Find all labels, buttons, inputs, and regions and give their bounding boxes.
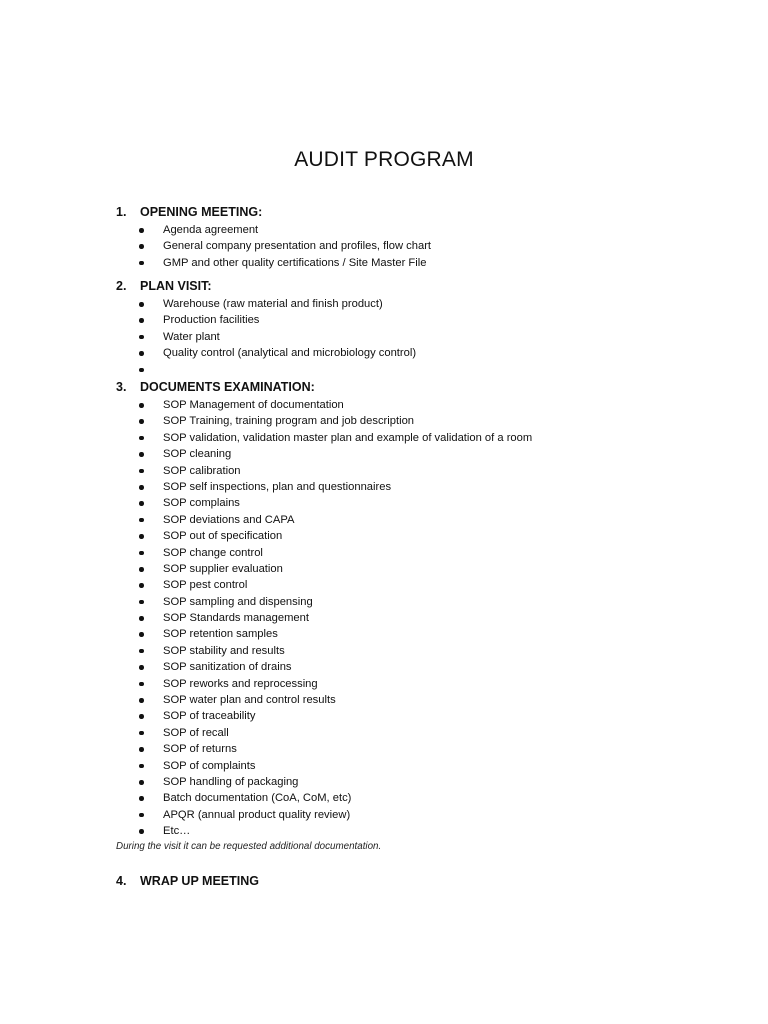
section-number: 3.: [116, 380, 127, 394]
list-item: SOP validation, validation master plan and example of validation of a room: [0, 430, 768, 446]
note-text: During the visit it can be requested additional documentation.: [116, 841, 382, 852]
list-item: Agenda agreement: [0, 222, 768, 238]
list-item: SOP sampling and dispensing: [0, 594, 768, 610]
section-title: DOCUMENTS EXAMINATION:: [140, 380, 315, 394]
section-heading: [0, 380, 768, 397]
list-item: SOP supplier evaluation: [0, 561, 768, 577]
list-item: APQR (annual product quality review): [0, 807, 768, 823]
list-item: SOP Standards management: [0, 610, 768, 626]
page-title: AUDIT PROGRAM: [294, 148, 474, 171]
bullet-list: [0, 397, 768, 840]
bullet-icon: [139, 567, 144, 572]
bullet-icon: [139, 747, 144, 752]
list-item: SOP change control: [0, 545, 768, 561]
bullet-icon: [139, 714, 144, 719]
bullet-icon: [139, 469, 144, 474]
bullet-icon: [139, 682, 144, 687]
list-item: Water plant: [0, 329, 768, 345]
list-item: SOP water plan and control results: [0, 692, 768, 708]
section-title: PLAN VISIT:: [140, 279, 212, 293]
bullet-icon: [139, 813, 144, 818]
list-item: General company presentation and profiles, flow chart: [0, 238, 768, 254]
bullet-icon: [139, 368, 144, 373]
bullet-icon: [139, 632, 144, 637]
section-wrap-up-meeting: [0, 874, 768, 891]
bullet-icon: [139, 318, 144, 323]
section-heading: [0, 205, 768, 222]
bullet-icon: [139, 244, 144, 249]
bullet-icon: [139, 583, 144, 588]
bullet-icon: [139, 764, 144, 769]
bullet-icon: [139, 335, 144, 340]
bullet-icon: [139, 551, 144, 556]
list-item: Batch documentation (CoA, CoM, etc): [0, 790, 768, 806]
list-item: SOP of complaints: [0, 758, 768, 774]
section-title: OPENING MEETING:: [140, 205, 263, 219]
bullet-icon: [139, 228, 144, 233]
bullet-icon: [139, 600, 144, 605]
list-item: [0, 362, 768, 378]
section-number: 1.: [116, 205, 127, 219]
list-item: Quality control (analytical and microbiology control): [0, 345, 768, 361]
list-item: SOP reworks and reprocessing: [0, 676, 768, 692]
list-item: SOP self inspections, plan and questionnaires: [0, 479, 768, 495]
bullet-icon: [139, 452, 144, 457]
list-item: Etc…: [0, 823, 768, 839]
bullet-icon: [139, 649, 144, 654]
bullet-icon: [139, 436, 144, 441]
bullet-icon: [139, 501, 144, 506]
bullet-icon: [139, 698, 144, 703]
bullet-icon: [139, 485, 144, 490]
section-plan-visit: [0, 279, 768, 378]
bullet-icon: [139, 731, 144, 736]
list-item: SOP stability and results: [0, 643, 768, 659]
section-opening-meeting: [0, 205, 768, 271]
bullet-icon: [139, 534, 144, 539]
bullet-icon: [139, 796, 144, 801]
list-item: SOP Management of documentation: [0, 397, 768, 413]
list-item: SOP deviations and CAPA: [0, 512, 768, 528]
section-documents-examination: [0, 380, 768, 840]
section-heading: [0, 279, 768, 296]
bullet-icon: [139, 419, 144, 424]
bullet-icon: [139, 518, 144, 523]
list-item: SOP sanitization of drains: [0, 659, 768, 675]
list-item: SOP pest control: [0, 577, 768, 593]
bullet-icon: [139, 616, 144, 621]
list-item: SOP handling of packaging: [0, 774, 768, 790]
bullet-icon: [139, 665, 144, 670]
list-item: SOP Training, training program and job description: [0, 413, 768, 429]
bullet-list: [0, 222, 768, 271]
list-item: SOP calibration: [0, 463, 768, 479]
bullet-icon: [139, 829, 144, 834]
list-item: SOP of traceability: [0, 708, 768, 724]
list-item: SOP cleaning: [0, 446, 768, 462]
bullet-icon: [139, 403, 144, 408]
section-number: 2.: [116, 279, 127, 293]
bullet-icon: [139, 351, 144, 356]
list-item: SOP of returns: [0, 741, 768, 757]
list-item: GMP and other quality certifications / Site Master File: [0, 255, 768, 271]
bullet-icon: [139, 780, 144, 785]
section-title: WRAP UP MEETING: [140, 874, 259, 888]
list-item: SOP of recall: [0, 725, 768, 741]
list-item: Warehouse (raw material and finish product): [0, 296, 768, 312]
list-item: SOP out of specification: [0, 528, 768, 544]
bullet-icon: [139, 261, 144, 266]
list-item: Production facilities: [0, 312, 768, 328]
section-heading: [0, 874, 768, 891]
list-item: SOP complains: [0, 495, 768, 511]
bullet-list: [0, 296, 768, 378]
list-item: SOP retention samples: [0, 626, 768, 642]
bullet-icon: [139, 302, 144, 307]
section-number: 4.: [116, 874, 127, 888]
